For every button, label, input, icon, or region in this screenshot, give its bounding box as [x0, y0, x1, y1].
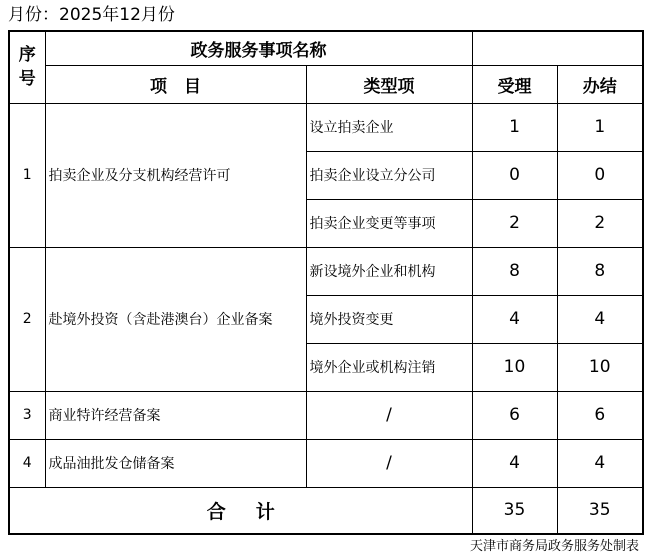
- type-header: 类型项: [306, 65, 472, 103]
- row-accepted: 1: [472, 103, 557, 151]
- row-accepted: 2: [472, 199, 557, 247]
- accepted-header: 受理: [472, 65, 557, 103]
- row-accepted: 0: [472, 151, 557, 199]
- row-type: 拍卖企业变更等事项: [306, 199, 472, 247]
- row-completed: 2: [557, 199, 643, 247]
- row-completed: 10: [557, 343, 643, 391]
- row-completed: 4: [557, 439, 643, 487]
- row-accepted: 4: [472, 439, 557, 487]
- row-accepted: 4: [472, 295, 557, 343]
- row-accepted: 10: [472, 343, 557, 391]
- service-stat-table: [8, 30, 644, 535]
- row-seq: 2: [9, 247, 45, 391]
- row-type: 拍卖企业设立分公司: [306, 151, 472, 199]
- row-completed: 0: [557, 151, 643, 199]
- total-accepted: 35: [472, 487, 557, 534]
- row-type: 境外企业或机构注销: [306, 343, 472, 391]
- row-type: /: [306, 391, 472, 439]
- row-type: 设立拍卖企业: [306, 103, 472, 151]
- row-accepted: 6: [472, 391, 557, 439]
- row-item: 拍卖企业及分支机构经营许可: [45, 103, 306, 247]
- row-seq: 4: [9, 439, 45, 487]
- row-seq: 1: [9, 103, 45, 247]
- seq-header-text: 序 号: [18, 45, 36, 90]
- row-accepted: 8: [472, 247, 557, 295]
- row-completed: 1: [557, 103, 643, 151]
- row-type: 新设境外企业和机构: [306, 247, 472, 295]
- row-item: 商业特许经营备案: [45, 391, 306, 439]
- row-completed: 6: [557, 391, 643, 439]
- total-label: 合计: [9, 487, 472, 534]
- empty-header-cell: [472, 31, 643, 65]
- completed-header: 办结: [557, 65, 643, 103]
- item-header: 项 目: [45, 65, 306, 103]
- month-label: 月份：2025年12月份: [8, 5, 175, 25]
- row-completed: 8: [557, 247, 643, 295]
- row-seq: 3: [9, 391, 45, 439]
- row-item: 赴境外投资（含赴港澳台）企业备案: [45, 247, 306, 391]
- row-type: 境外投资变更: [306, 295, 472, 343]
- footer-note: 天津市商务局政务服务处制表: [469, 539, 639, 554]
- total-completed: 35: [557, 487, 643, 534]
- group-title-header: 政务服务事项名称: [45, 31, 472, 65]
- row-item: 成品油批发仓储备案: [45, 439, 306, 487]
- seq-header: [9, 31, 45, 103]
- row-type: /: [306, 439, 472, 487]
- row-completed: 4: [557, 295, 643, 343]
